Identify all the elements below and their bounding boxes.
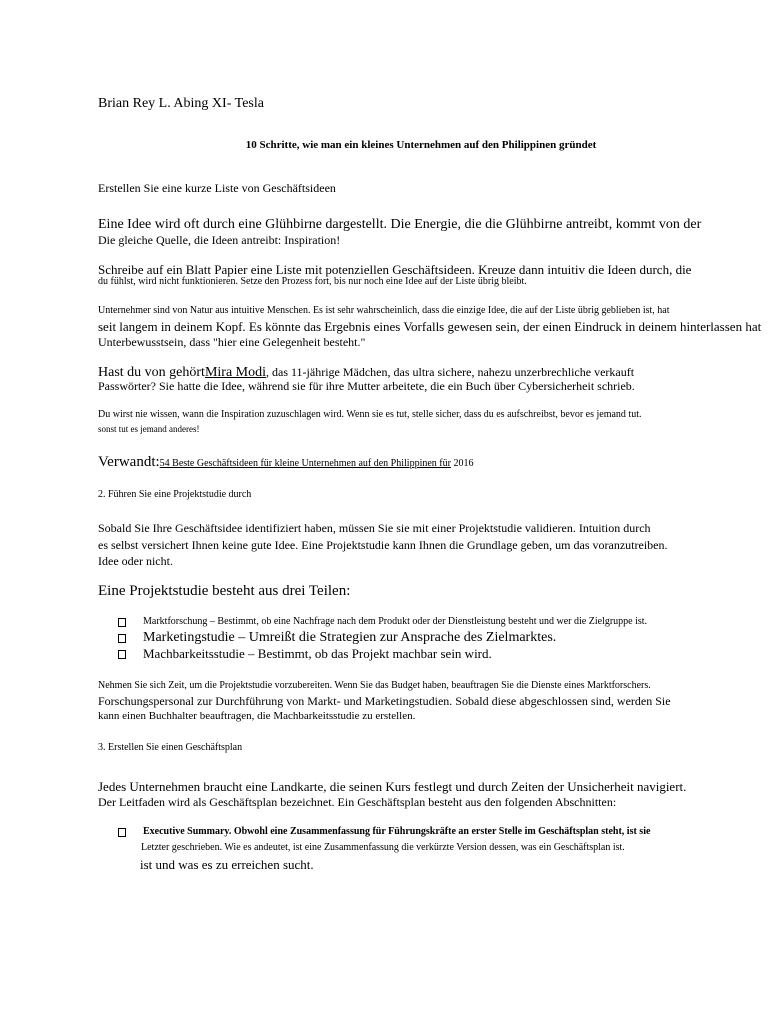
step2-p2-line2: Forschungspersonal zur Durchführung von Markt- und Marketingstudien. Sobald diese abgeschlossen sind, werden Sie xyxy=(98,694,671,708)
author-line: Brian Rey L. Abing XI- Tesla xyxy=(98,96,264,111)
bullet-icon xyxy=(118,650,126,662)
step1-p3-line1: Unternehmer sind von Natur aus intuitive Menschen. Es ist sehr wahrscheinlich, dass die einzige Idee, die auf der Liste übrig geblieben ist, hat xyxy=(98,305,670,316)
step3-heading: 3. Erstellen Sie einen Geschäftsplan xyxy=(98,742,243,753)
step2-p1-line1: Sobald Sie Ihre Geschäftsidee identifiziert haben, müssen Sie sie mit einer Projektstudie validieren. Intuition durch xyxy=(98,521,651,535)
step2-p1-line2: es selbst versichert Ihnen keine gute Idee. Eine Projektstudie kann Ihnen die Grundlage geben, um das voranzutreiben. xyxy=(98,538,668,552)
bullet-icon xyxy=(118,634,126,646)
step1-p1-line1: Eine Idee wird oft durch eine Glühbirne dargestellt. Die Energie, die die Glühbirne antreibt, kommt von der xyxy=(98,217,702,232)
step1-heading: Erstellen Sie eine kurze Liste von Geschäftsideen xyxy=(98,181,336,195)
step1-p1-line2: Die gleiche Quelle, die Ideen antreibt: Inspiration! xyxy=(98,233,341,247)
related-line xyxy=(98,454,473,470)
related-colon: : xyxy=(155,454,160,470)
step3-p1-line1: Jedes Unternehmen braucht eine Landkarte, die seinen Kurs festlegt und durch Zeiten der Unsicherheit navigiert. xyxy=(98,779,687,794)
step1-p4-line2: Passwörter? Sie hatte die Idee, während sie für ihre Mutter arbeitete, die ein Buch über Cybersicherheit schrieb. xyxy=(98,379,635,393)
part-marketing-study: Marketingstudie – Umreißt die Strategien zur Ansprache des Zielmarktes. xyxy=(143,630,557,645)
related-year: 2016 xyxy=(450,458,474,469)
step1-p3-line3: Unterbewusstsein, dass "hier eine Gelegenheit besteht." xyxy=(98,335,366,349)
related-label: Verwandt xyxy=(98,454,156,470)
part-feasibility-study: Machbarkeitsstudie – Bestimmt, ob das Projekt machbar sein wird. xyxy=(143,646,492,661)
step3-p1-line2: Der Leitfaden wird als Geschäftsplan bezeichnet. Ein Geschäftsplan besteht aus den folgenden Abschnitten: xyxy=(98,795,617,809)
step1-p4-line1 xyxy=(98,364,634,380)
exec-summary-line1: Executive Summary. Obwohl eine Zusammenfassung für Führungskräfte an erster Stelle im Geschäftsplan steht, ist sie xyxy=(143,826,651,837)
project-parts-heading: Eine Projektstudie besteht aus drei Teilen: xyxy=(98,583,351,599)
related-article-link[interactable]: 54 Beste Geschäftsideen für kleine Unternehmen auf den Philippinen für xyxy=(159,458,451,469)
step1-p3-line2: seit langem in deinem Kopf. Es könnte das Ergebnis eines Vorfalls gewesen sein, der einen Eindruck in deinem hinterlassen hat xyxy=(98,319,762,334)
exec-summary-line2: Letzter geschrieben. Wie es andeutet, ist eine Zusammenfassung die verkürzte Version dessen, was ein Geschäftsplan ist. xyxy=(141,842,625,853)
mira-modi-link[interactable]: Mira Modi xyxy=(204,365,266,380)
step2-p2-line1: Nehmen Sie sich Zeit, um die Projektstudie vorzubereiten. Wenn Sie das Budget haben, beauftragen Sie die Dienste eines Marktforschers. xyxy=(98,680,651,691)
exec-summary-line3: ist und was es zu erreichen sucht. xyxy=(140,857,314,872)
step2-p1-line3: Idee oder nicht. xyxy=(98,554,173,568)
step1-p2-line2: du fühlst, wird nicht funktionieren. Setze den Prozess fort, bis nur noch eine Idee auf der Liste übrig bleibt. xyxy=(98,276,527,287)
bullet-icon xyxy=(118,618,126,630)
step1-p5-line2: sonst tut es jemand anderes! xyxy=(98,424,200,434)
mira-prefix: Hast du von gehört xyxy=(98,365,205,380)
document-title: 10 Schritte, wie man ein kleines Unternehmen auf den Philippinen gründet xyxy=(245,139,597,151)
step2-p2-line3: kann einen Buchhalter beauftragen, die Machbarkeitsstudie zu erstellen. xyxy=(98,710,416,722)
step1-p5-line1: Du wirst nie wissen, wann die Inspiration zuzuschlagen wird. Wenn sie es tut, stelle sicher, dass du es aufschreibst, bevor es jemand tut. xyxy=(98,409,642,420)
bullet-icon xyxy=(118,828,126,840)
step2-heading: 2. Führen Sie eine Projektstudie durch xyxy=(98,489,252,500)
part-market-research: Marktforschung – Bestimmt, ob eine Nachfrage nach dem Produkt oder der Dienstleistung besteht und wer die Zielgruppe ist. xyxy=(143,616,648,627)
step1-p2-line1: Schreibe auf ein Blatt Papier eine Liste mit potenziellen Geschäftsideen. Kreuze dann intuitiv die Ideen durch, die xyxy=(98,262,692,277)
mira-suffix: , das 11-jährige Mädchen, das ultra sichere, nahezu unzerbrechliche verkauft xyxy=(266,365,635,379)
